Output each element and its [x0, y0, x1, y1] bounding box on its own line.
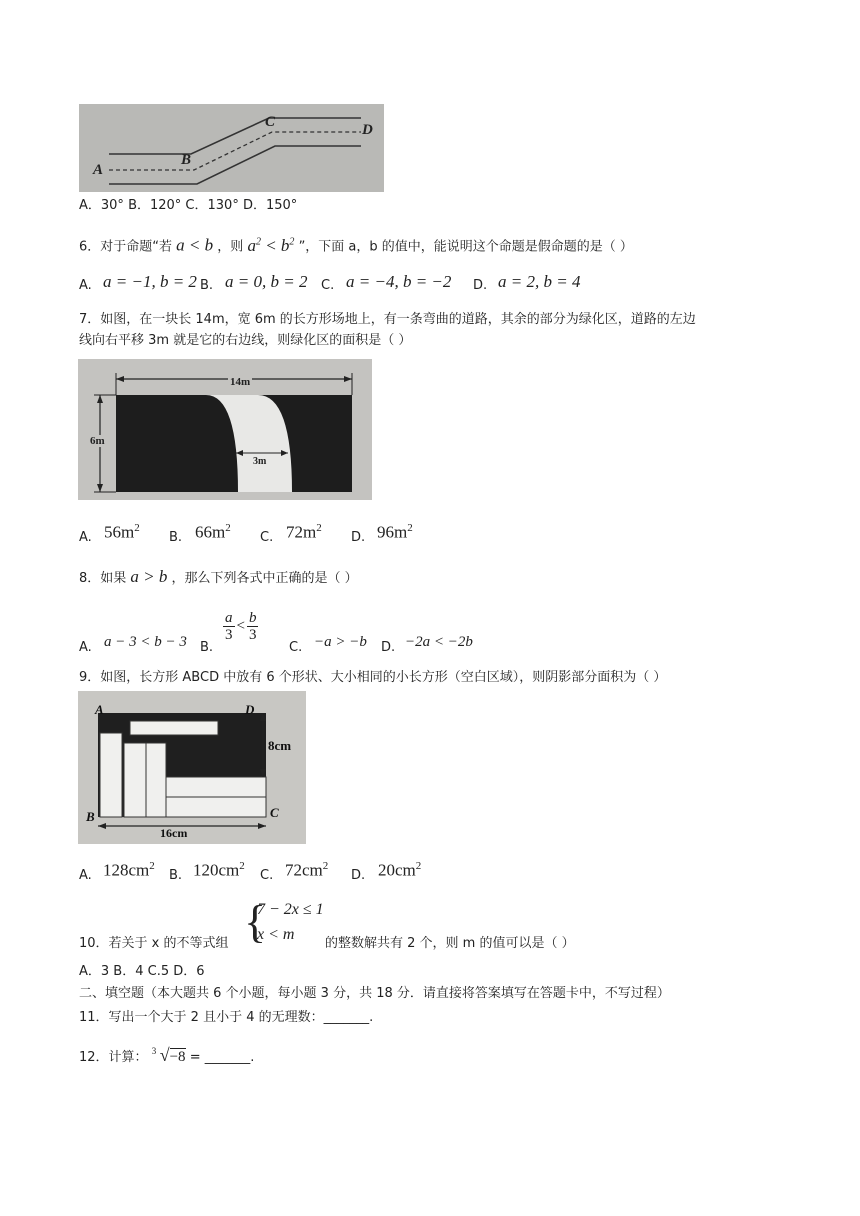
q12-radicand: −8: [169, 1049, 186, 1065]
q7-opt-a-letter: A.: [79, 530, 92, 545]
width-label-16cm: 16cm: [160, 826, 188, 840]
q9-opt-d-value: 20cm: [378, 860, 416, 880]
q7-opt-d-letter: D.: [351, 530, 366, 545]
q12-root-index: 3: [151, 1046, 157, 1056]
q10-options: A．3 B．4 C.5 D．6: [79, 964, 205, 979]
q9-opt-c: [285, 860, 328, 881]
q6-opt-c-letter: C.: [321, 278, 335, 293]
q7-stem-line1: 7．如图，在一块长 14m，宽 6m 的长方形场地上，有一条弯曲的道路，其余的部分为绿化区，道路的左边: [79, 312, 696, 327]
q7-opt-d-value: 96m: [377, 522, 408, 542]
q9-opt-b-letter: B.: [169, 868, 183, 883]
q7-opt-c-value: 72m: [286, 522, 317, 542]
q10-system-brace: {: [244, 896, 267, 947]
q6-opt-a-letter: A.: [79, 278, 92, 293]
q9-opt-d-exp: 2: [415, 860, 422, 872]
q7-opt-d-exp: 2: [407, 522, 413, 534]
q6-opt-b-letter: B.: [200, 278, 214, 293]
q7-opt-a: [104, 522, 140, 543]
q7-opt-b-value: 66m: [195, 522, 226, 542]
q9-opt-a: [103, 860, 155, 881]
q9-options: [79, 859, 839, 885]
q9-opt-d-letter: D.: [351, 868, 366, 883]
width-label: 6m: [90, 435, 105, 447]
q7-opt-b-exp: 2: [225, 522, 231, 534]
q9-opt-a-value: 128cm: [103, 860, 150, 880]
q6-concl-base: a: [247, 235, 256, 255]
q8-opt-b-den1: 3: [225, 627, 233, 643]
q7-opt-b-letter: B.: [169, 530, 183, 545]
q8-opt-b-num2: b: [248, 610, 257, 626]
q6-opt-a: a = −1, b = 2: [103, 272, 197, 291]
point-c-label: C: [265, 114, 276, 130]
q8-options: [79, 610, 839, 660]
q9-opt-b: [193, 860, 245, 881]
q9-opt-c-exp: 2: [322, 860, 329, 872]
q7-opt-a-value: 56m: [104, 522, 135, 542]
field-road-figure: [78, 359, 372, 500]
q7-options: [79, 520, 839, 546]
corner-a-label: A: [95, 702, 104, 717]
q6-opt-b: a = 0, b = 2: [225, 272, 308, 291]
q10-stem-pre: 10．若关于 x 的不等式组: [79, 936, 229, 951]
q8-opt-b-den2: 3: [248, 627, 257, 643]
point-d-label: D: [362, 122, 373, 138]
q8-opt-b-op: <: [236, 618, 245, 634]
q12-stem: [79, 1046, 254, 1067]
q7-opt-b: [195, 522, 231, 543]
q9-opt-c-value: 72cm: [285, 860, 323, 880]
q12-post: = _______.: [189, 1050, 255, 1065]
point-a-label: A: [93, 162, 104, 178]
q8-opt-a: a − 3 < b − 3: [104, 634, 187, 650]
q6-exp-1: 2: [255, 236, 261, 247]
point-b-label: B: [181, 152, 192, 168]
q6-condition: a < b: [176, 235, 214, 255]
q8-opt-c-letter: C.: [289, 640, 303, 655]
q11-stem: 11．写出一个大于 2 且小于 4 的无理数：_______.: [79, 1010, 374, 1025]
section-2-heading: 二、填空题（本大题共 6 个小题，每小题 3 分，共 18 分．请直接将答案填写在答题卡中，不写过程）: [79, 986, 670, 1001]
q8-opt-b: [223, 610, 258, 643]
q6-stem-mid: ，则: [217, 239, 244, 255]
q8-opt-b-letter: B.: [200, 640, 214, 655]
q8-opt-d: −2a < −2b: [405, 634, 473, 650]
length-label: 14m: [230, 376, 251, 388]
q6-opt-d: a = 2, b = 4: [498, 272, 581, 291]
q8-stem-pre: 8．如果: [79, 571, 127, 586]
q9-opt-a-exp: 2: [149, 860, 155, 872]
q8-opt-d-letter: D.: [381, 640, 396, 655]
q6-opt-d-letter: D.: [473, 278, 488, 293]
q7-opt-c-letter: C.: [260, 530, 274, 545]
q12-pre: 12．计算：: [79, 1050, 148, 1065]
height-label: 8cm: [268, 738, 292, 753]
q6-exp-2: 2: [289, 236, 295, 247]
road-width-label: 3m: [253, 456, 267, 467]
q6-conclusion: [247, 236, 294, 255]
q6-concl-rest: < b: [260, 235, 290, 255]
q5-options: A．30° B．120° C．130° D．150°: [79, 198, 298, 213]
q9-stem: 9．如图，长方形 ABCD 中放有 6 个形状、大小相同的小长方形（空白区域），则阴影部分面积为（ ）: [79, 670, 667, 685]
q12-cube-root: [152, 1046, 186, 1066]
corner-b-label: B: [86, 809, 95, 824]
q6-stem-post: ”，下面 a，b 的值中，能说明这个命题是假命题的是（ ）: [298, 239, 633, 255]
q9-opt-a-letter: A.: [79, 868, 92, 883]
q8-opt-b-num1: a: [225, 610, 233, 626]
q10-stem-post: 的整数解共有 2 个，则 m 的值可以是（ ）: [325, 936, 575, 951]
q7-opt-d: [377, 522, 413, 543]
q9-opt-d: [378, 860, 421, 881]
rectangle-abcd-figure: [78, 691, 306, 844]
q9-opt-b-exp: 2: [239, 860, 245, 872]
corner-d-label: D: [245, 702, 255, 717]
q10-system-line2: x < m: [257, 926, 295, 943]
q6-opt-c: a = −4, b = −2: [346, 272, 452, 291]
q8-condition: a > b: [130, 567, 168, 586]
q8-stem: [79, 568, 358, 588]
q8-stem-post: ，那么下列各式中正确的是（ ）: [171, 571, 358, 586]
q7-opt-a-exp: 2: [134, 522, 140, 534]
corner-c-label: C: [270, 805, 279, 820]
q8-opt-a-letter: A.: [79, 640, 92, 655]
q7-opt-c-exp: 2: [316, 522, 322, 534]
q6-options: [79, 272, 839, 296]
road-bend-figure: [79, 104, 384, 192]
q9-opt-c-letter: C.: [260, 868, 274, 883]
q10-system-line1: 7 − 2x ≤ 1: [257, 901, 324, 918]
q6-stem: [79, 233, 633, 257]
q9-opt-b-value: 120cm: [193, 860, 240, 880]
q8-opt-c: −a > −b: [314, 634, 367, 650]
q6-stem-pre: 6．对于命题“若: [79, 239, 173, 255]
q7-stem-line2: 线向右平移 3m 就是它的右边线，则绿化区的面积是（ ）: [79, 333, 412, 348]
radical-sign-icon: √: [159, 1045, 170, 1065]
q7-opt-c: [286, 522, 322, 543]
